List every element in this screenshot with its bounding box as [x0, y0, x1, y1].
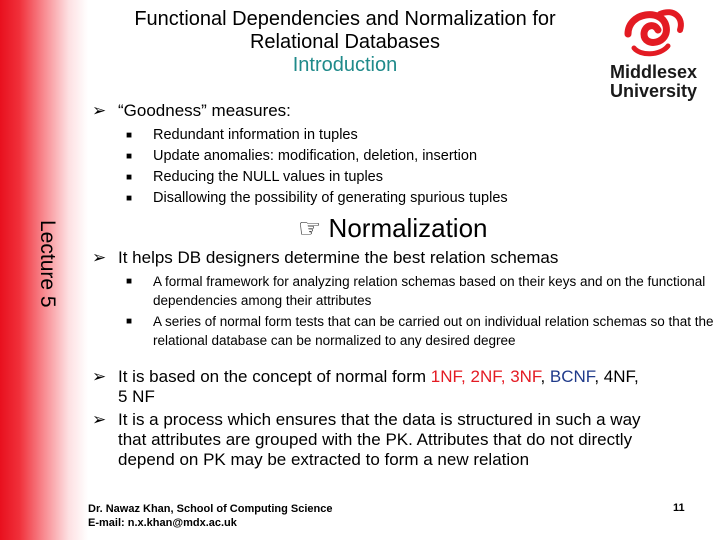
middlesex-logo	[610, 4, 696, 102]
square-bullet-icon: ■	[126, 172, 133, 183]
logo-word-university: University	[610, 81, 698, 101]
arrow-bullet-icon: ➢	[92, 248, 107, 267]
footer-author	[88, 502, 332, 530]
footer-author-name: Dr. Nawaz Khan, School of Computing Science	[88, 503, 333, 515]
helps-heading	[92, 248, 558, 268]
square-bullet-icon: ■	[126, 193, 133, 204]
nf-bcnf: BCNF	[549, 367, 595, 386]
logo-mark-icon	[610, 4, 696, 60]
list-item: ■ A series of normal form tests that can be carried out on individual relation schemas so that the relational database can be normalized to any desired degree	[126, 314, 714, 348]
footer-email: E-mail: n.x.khan@mdx.ac.uk	[88, 517, 237, 529]
normalization-heading-text: Normalization	[328, 213, 488, 243]
slide-title	[100, 8, 590, 77]
goodness-heading-text: “Goodness” measures:	[118, 101, 291, 120]
arrow-bullet-icon: ➢	[92, 367, 107, 386]
helps-heading-text: It helps DB designers determine the best relation schemas	[118, 248, 559, 267]
pointing-hand-icon: ☞	[298, 213, 322, 243]
arrow-bullet-icon: ➢	[92, 101, 107, 120]
page-number: 11	[673, 502, 685, 514]
square-bullet-icon: ■	[126, 316, 133, 327]
list-item: ■ Update anomalies: modification, deletion, insertion	[126, 146, 596, 167]
title-line-1: Functional Dependencies and Normalization for	[134, 8, 556, 30]
square-bullet-icon: ■	[126, 130, 133, 141]
square-bullet-icon: ■	[126, 151, 133, 162]
logo-word-middlesex: Middlesex	[610, 62, 698, 82]
nf-1: 1NF,	[430, 367, 466, 386]
lecture-label-text: Lecture 5	[36, 220, 59, 308]
arrow-bullet-icon: ➢	[92, 410, 107, 429]
list-item: ■ Reducing the NULL values in tuples	[126, 167, 596, 188]
square-bullet-icon: ■	[126, 276, 133, 287]
list-item: ■ A formal framework for analyzing relation schemas based on their keys and on the functional dependencies among their attributes	[126, 274, 706, 308]
list-item: ■ Redundant information in tuples	[126, 125, 596, 146]
process-bullet: ➢ It is a process which ensures that the data is structured in such a way that attributes are grouped with the PK. Attributes that do not directly depend on PK may be extracted to form a new relation	[92, 410, 641, 469]
list-item: ■ Disallowing the possibility of generating spurious tuples	[126, 188, 596, 209]
nf-3: 3NF	[510, 367, 541, 386]
title-line-2: Relational Databases	[249, 31, 441, 53]
goodness-list	[126, 125, 596, 209]
lecture-label	[13, 220, 63, 320]
helps-list	[126, 272, 720, 350]
goodness-heading	[92, 101, 291, 121]
nf-2: 2NF,	[470, 367, 506, 386]
title-subtitle: Introduction	[292, 54, 398, 76]
normalization-heading	[298, 213, 488, 244]
normal-form-line-2: 5 NF	[118, 387, 155, 406]
normal-form-bullet: ➢ It is based on the concept of normal form 1NF, 2NF, 3NF, BCNF, 4NF, 5 NF	[92, 367, 712, 407]
